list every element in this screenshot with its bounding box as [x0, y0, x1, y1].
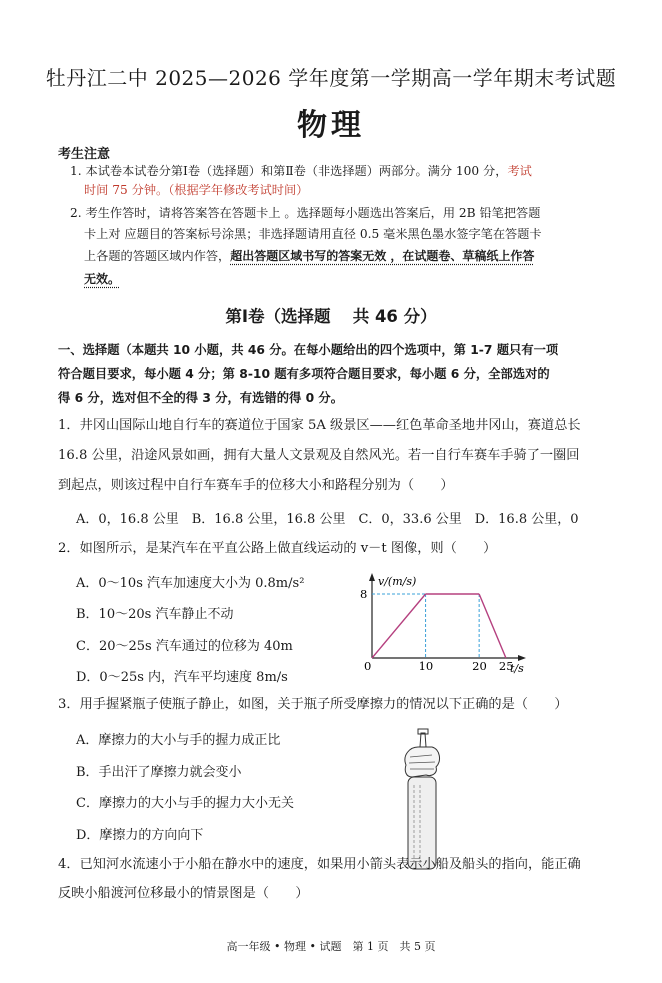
- instruction-line-1: 一、选择题（本题共 10 小题，共 46 分。在每小题给出的四个选项中，第 1-7 题只有一项: [58, 343, 559, 357]
- page-footer: 高一年级 • 物理 • 试题 第 1 页 共 5 页: [226, 940, 436, 953]
- x-tick-label-20: 20: [472, 659, 487, 673]
- notice-time-red-1: 考试: [507, 164, 532, 178]
- notice-line-5: [84, 247, 534, 265]
- notice-line-1: [70, 162, 532, 180]
- q3-option-c: C．摩擦力的大小与手的握力大小无关: [76, 796, 294, 811]
- section-1-title: 第Ⅰ卷（选择题 共 46 分）: [225, 307, 437, 326]
- notice-line-5-text: 上各题的答题区域内作答，: [84, 249, 231, 263]
- notice-heading: 考生注意: [58, 147, 111, 162]
- notice-line-3: 2. 考生作答时，请将答案答在答题卡上 。选择题每小题选出答案后，用 2B 铅笔把答题: [70, 206, 541, 220]
- q2-option-a: A．0～10s 汽车加速度大小为 0.8m/s²: [76, 576, 305, 591]
- vt-chart: [350, 570, 530, 675]
- chart-marks: [360, 587, 514, 673]
- subject-title: 物理: [297, 108, 365, 143]
- q1-line-2: 16.8 公里，沿途风景如画，拥有大量人文景观及自然风光。若一自行车赛车手骑了一圈回: [58, 448, 580, 463]
- instruction-line-3: 得 6 分，选对但不全的得 3 分，有选错的得 0 分。: [58, 391, 343, 405]
- q1-line-3: 到起点，则该过程中自行车赛车手的位移大小和路程分别为（ ）: [58, 478, 454, 493]
- notice-time-red-2: 时间 75 分钟。（根据学年修改考试时间）: [84, 183, 309, 197]
- q3-stem: 3．用手握紧瓶子使瓶子静止，如图，关于瓶子所受摩擦力的情况以下正确的是（ ）: [58, 697, 568, 712]
- bottle-hand-figure: [392, 725, 448, 875]
- exam-title: 牡丹江二中 2025—2026 学年度第一学期高一学年期末考试题: [45, 66, 617, 90]
- x-tick-label-25: 25: [498, 659, 514, 673]
- y-axis-label: v/(m/s): [378, 575, 417, 588]
- notice-line-4: 卡上对 应题目的答案标号涂黑；非选择题请用直径 0.5 毫米黑色墨水签字笔在答题卡: [84, 227, 542, 241]
- q3-option-b: B．手出汗了摩擦力就会变小: [76, 765, 242, 780]
- notice-line-1-text: 1. 本试卷本试卷分第Ⅰ卷（选择题）和第Ⅱ卷（非选择题）两部分。满分 100 分，: [70, 164, 508, 178]
- q2-option-d: D．0～25s 内，汽车平均速度 8m/s: [76, 670, 288, 685]
- q1-options: A．0，16.8 公里 B．16.8 公里，16.8 公里 C．0，33.6 公里 D．16.8 公里，0: [76, 512, 579, 527]
- q2-stem: 2．如图所示，是某汽车在平直公路上做直线运动的 v－t 图像，则（ ）: [58, 541, 497, 556]
- q1-line-1: 1．井冈山国际山地自行车的赛道位于国家 5A 级景区——红色革命圣地井冈山，赛道总长: [58, 418, 581, 433]
- bottle-neck: [420, 733, 426, 747]
- q3-option-a: A．摩擦力的大小与手的握力成正比: [76, 733, 281, 748]
- x-axis-label: t/s: [510, 662, 524, 675]
- x-tick-label-10: 10: [418, 659, 434, 673]
- x-axis-arrow: [518, 655, 526, 661]
- x-tick-label-0: 0: [364, 659, 372, 673]
- q4-line-1: 4．已知河水流速小于小船在静水中的速度，如果用小箭头表示小船及船头的指向，能正确: [58, 857, 581, 872]
- notice-line-6: 无效。: [84, 272, 121, 286]
- y-axis-arrow: [369, 573, 375, 581]
- q2-option-c: C．20～25s 汽车通过的位移为 40m: [76, 639, 293, 654]
- notice-invalid-warning: 超出答题区域书写的答案无效 ，在试题卷、草稿纸上作答: [230, 249, 535, 263]
- q4-line-2: 反映小船渡河位移最小的情景图是（ ）: [58, 886, 309, 901]
- instruction-line-2: 符合题目要求，每小题 4 分；第 8-10 题有多项符合题目要求，每小题 6 分，全部选对的: [58, 367, 550, 381]
- series-segment-3: [479, 594, 506, 658]
- series-segment-1: [372, 594, 426, 658]
- q3-option-d: D．摩擦力的方向向下: [76, 828, 204, 843]
- y-tick-label-8: 8: [360, 587, 368, 601]
- q2-option-b: B．10～20s 汽车静止不动: [76, 607, 234, 622]
